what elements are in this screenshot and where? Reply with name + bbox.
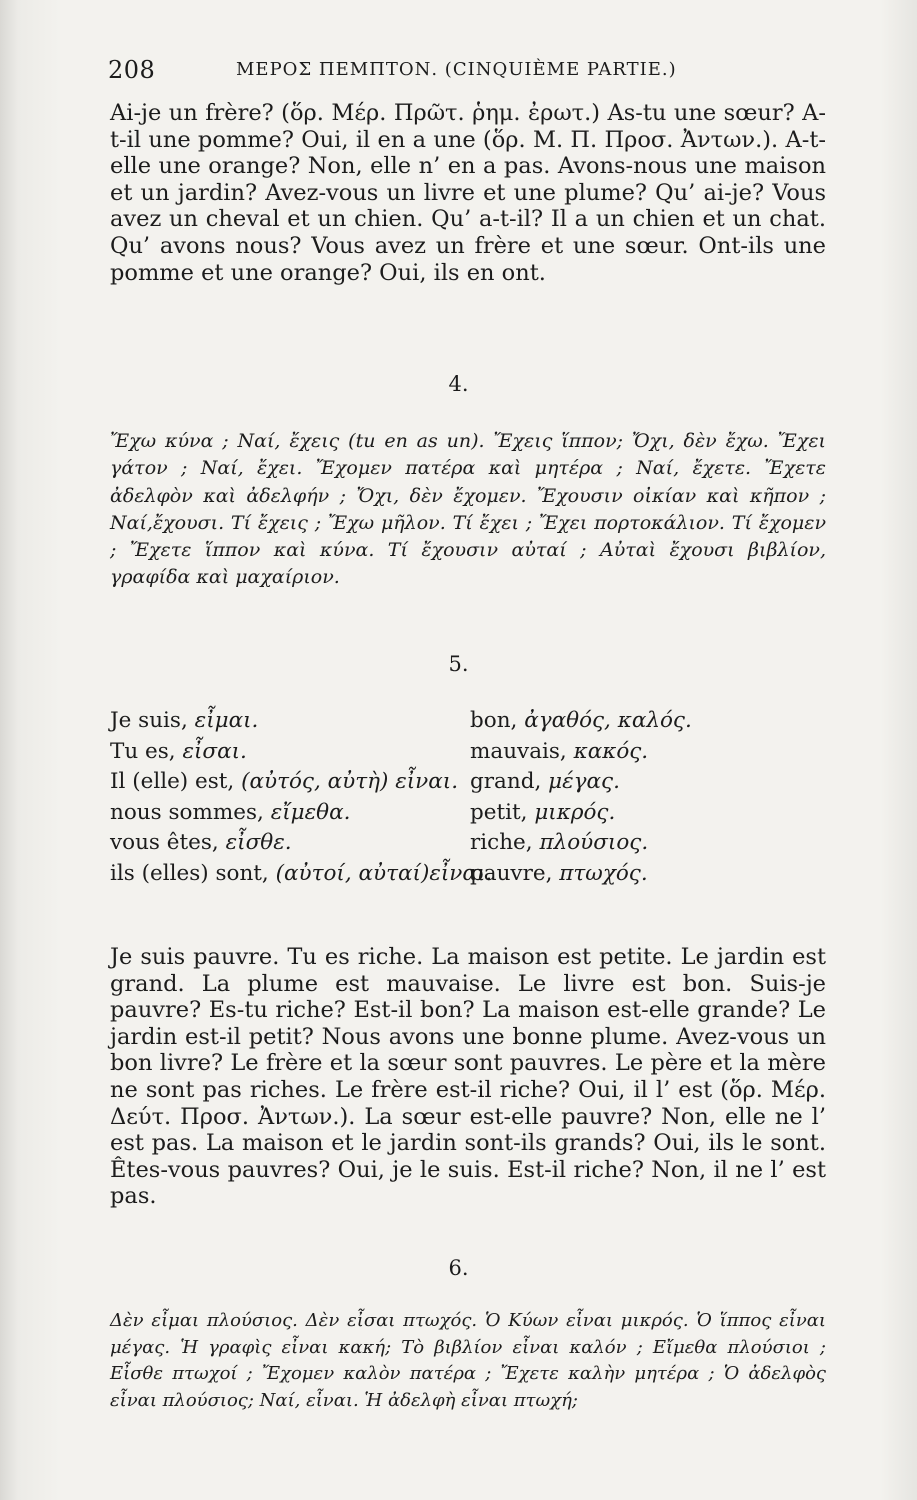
section-4-number: 4. [448, 372, 469, 396]
running-title: ΜΕΡΟΣ ΠΕΜΠΤΟΝ. (CINQUIÈME PARTIE.) [236, 59, 677, 80]
section-5-paragraph: Je suis pauvre. Tu es riche. La maison est petite. Le jardin est grand. La plume est mauvaise. Le livre est bon. Suis-je pauvre? Es-tu riche? Est-il bon? La maison est-elle grande? Le jardin est-il petit? Nous avons une bonne plume. Avez-vous un bon livre? Le frère et la sœur sont pauvres. Le père et la mère ne sont pas riches. Le frère est-il riche? Oui, il l’ est (ὅρ. Μέρ. Δεύτ. Προσ. Ἀντων.). La sœur est-elle pauvre? Non, elle ne l’ est pas. La maison et le jardin sont-ils grands? Oui, ils le sont. Êtes-vous pauvres? Oui, je le suis. Est-il riche? Non, il ne l’ est pas. [110, 944, 826, 1210]
vocab-row: pauvre, πτωχός. [470, 860, 648, 886]
vocab-row: nous sommes, εἴμεθα. [110, 799, 351, 825]
vocab-row: petit, μικρός. [470, 799, 616, 825]
section-6-paragraph: Δὲν εἶμαι πλούσιος. Δὲν εἶσαι πτωχός. Ὁ Κύων εἶναι μικρός. Ὁ ἵππος εἶναι μέγας. Ἡ γραφὶς εἶναι κακή; Τὸ βιβλίον εἶναι καλόν ; Εἴμεθα πλούσιοι ; Εἶσθε πτωχοί ; Ἔχομεν καλὸν πατέρα ; Ἔχετε καλὴν μητέρα ; Ὁ ἀδελφὸς εἶναι πλούσιος; Ναί, εἶναι. Ἡ ἀδελφὴ εἶναι πτωχή; [110, 1310, 826, 1411]
vocab-row: ils (elles) sont, (αὐτοί, αὐταί)εἶναι. [110, 860, 493, 886]
section-6-number: 6. [448, 1256, 469, 1280]
intro-paragraph: Ai-je un frère? (ὅρ. Μέρ. Πρῶτ. ῥημ. ἐρωτ.) As-tu une sœur? A-t-il une pomme? Oui, il en a une (ὅρ. Μ. Π. Προσ. Ἀντων.). A-t-elle une orange? Non, elle n’ en a pas. Avons-nous une maison et un jardin? Avez-vous un livre et une plume? Qu’ ai-je? Vous avez un cheval et un chien. Qu’ a-t-il? Il a un chien et un chat. Qu’ avons nous? Vous avez un frère et une sœur. Ont-ils une pomme et une orange? Oui, ils en ont. [110, 100, 826, 286]
page-number: 208 [108, 56, 156, 84]
vocab-row: mauvais, κακός. [470, 738, 649, 764]
vocab-row: Il (elle) est, (αὐτός, αὐτὴ) εἶναι. [110, 769, 459, 794]
vocab-row: vous êtes, εἶσθε. [110, 830, 292, 855]
vocab-row: Tu es, εἶσαι. [110, 738, 247, 764]
vocab-row: bon, ἀγαθός, καλός. [470, 708, 692, 733]
vocab-row: grand, μέγας. [470, 769, 620, 794]
section-4-paragraph: Ἔχω κύνα ; Ναί, ἔχεις (tu en as un). Ἔχεις ἵππον; Ὄχι, δὲν ἔχω. Ἔχει γάτον ; Ναί, ἔχει. Ἔχομεν πατέρα καὶ μητέρα ; Ναί, ἔχετε. Ἔχετε ἀδελφὸν καὶ ἀδελφήν ; Ὄχι, δὲν ἔχομεν. Ἔχουσιν οἰκίαν καὶ κῆπον ; Ναί,ἔχουσι. Τί ἔχεις ; Ἔχω μῆλον. Τί ἔχει ; Ἔχει πορτοκάλιον. Τί ἔχομεν ; Ἔχετε ἵππον καὶ κύνα. Τί ἔχουσιν αὐταί ; Αὐταὶ ἔχουσι βιβλίον, γραφίδα καὶ μαχαίριον. [110, 430, 826, 589]
vocabulary-column-adjectives [470, 706, 830, 889]
vocab-row: riche, πλούσιος. [470, 830, 649, 855]
section-5-number: 5. [448, 652, 469, 676]
vocab-row: Je suis, εἶμαι. [110, 708, 259, 733]
vocabulary-column-verbs [110, 706, 493, 889]
